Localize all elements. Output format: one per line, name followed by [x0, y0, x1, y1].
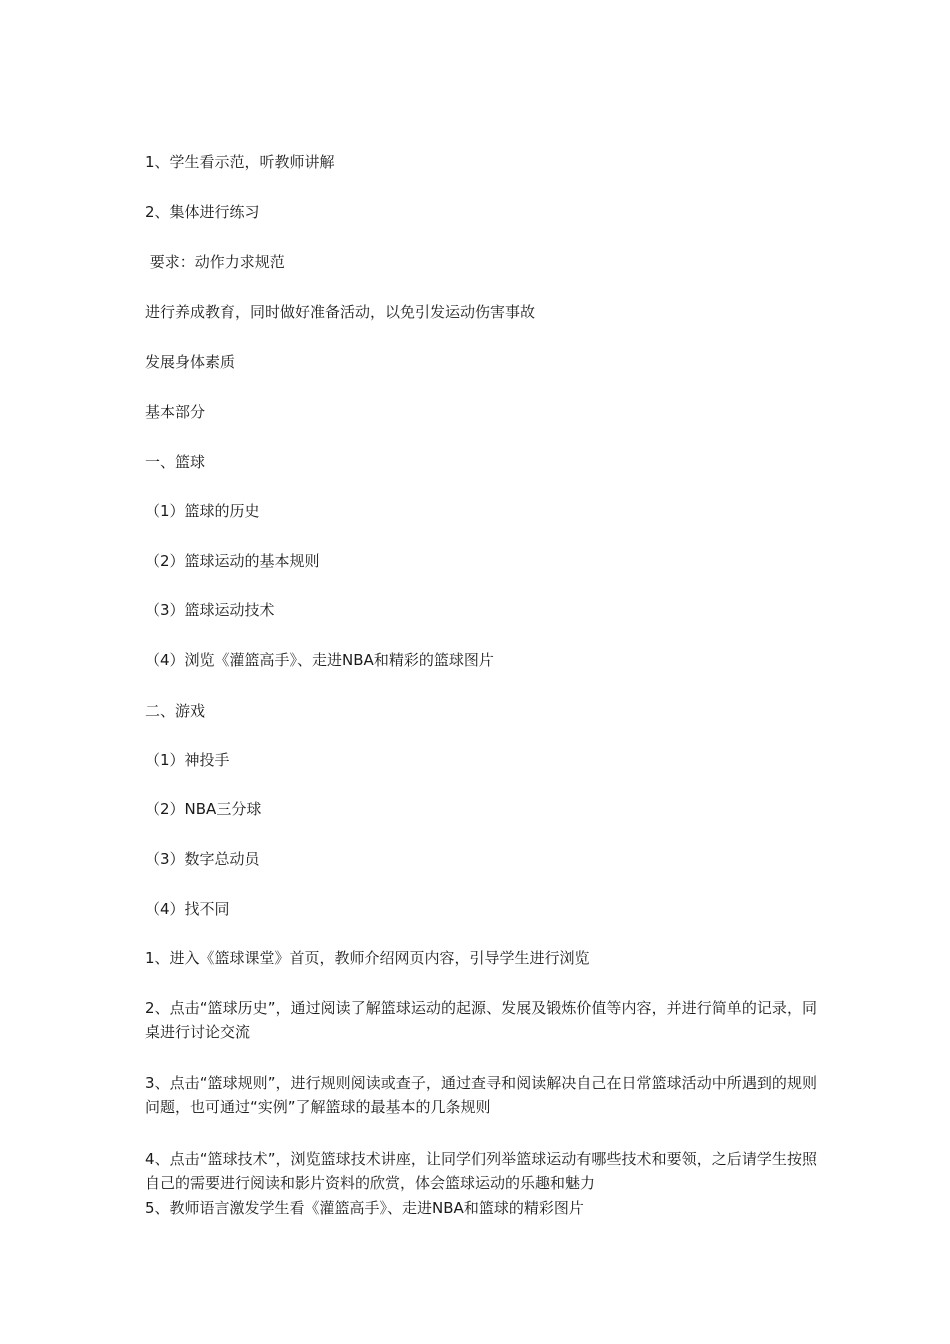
text-line-2: 2、集体进行练习: [145, 203, 260, 221]
list-item-browse: （4）浏览《灌篮高手》、走进NBA和精彩的篮球图片: [145, 651, 494, 669]
step-1: 1、进入《篮球课堂》首页，教师介绍网页内容，引导学生进行浏览: [145, 949, 590, 967]
section-heading-basic: 基本部分: [145, 403, 206, 421]
list-item-rules: （2）篮球运动的基本规则: [145, 552, 320, 570]
list-item-history: （1）篮球的历史: [145, 502, 260, 520]
step-4: 4、点击“篮球技术”，浏览篮球技术讲座，让同学们列举篮球运动有哪些技术和要领，之后请学生按照自己的需要进行阅读和影片资料的欣赏，体会篮球运动的乐趣和魅力: [145, 1150, 817, 1192]
text-line-4: 进行养成教育，同时做好准备活动，以免引发运动伤害事故: [145, 303, 536, 321]
text-line-1: 1、学生看示范，听教师讲解: [145, 153, 335, 171]
section-heading-games: 二、游戏: [145, 702, 206, 720]
step-3: 3、点击“篮球规则”，进行规则阅读或查子，通过查寻和阅读解决自己在日常篮球活动中所遇到的规则问题，也可通过“实例”了解篮球的最基本的几条规则: [145, 1074, 817, 1116]
requirement-line: 要求：动作力求规范: [145, 253, 285, 271]
list-item-technique: （3）篮球运动技术: [145, 601, 275, 619]
step-5: 5、教师语言激发学生看《灌篮高手》、走进NBA和篮球的精彩图片: [145, 1199, 584, 1217]
section-heading-basketball: 一、篮球: [145, 453, 206, 471]
list-item-game-3: （3）数字总动员: [145, 850, 260, 868]
step-2: 2、点击“篮球历史”，通过阅读了解篮球运动的起源、发展及锻炼价值等内容，并进行简单的记录，同桌进行讨论交流: [145, 999, 817, 1041]
list-item-game-1: （1）神投手: [145, 751, 230, 769]
list-item-game-2: （2）NBA三分球: [145, 800, 262, 818]
list-item-game-4: （4）找不同: [145, 900, 230, 918]
text-line-5: 发展身体素质: [145, 353, 236, 371]
